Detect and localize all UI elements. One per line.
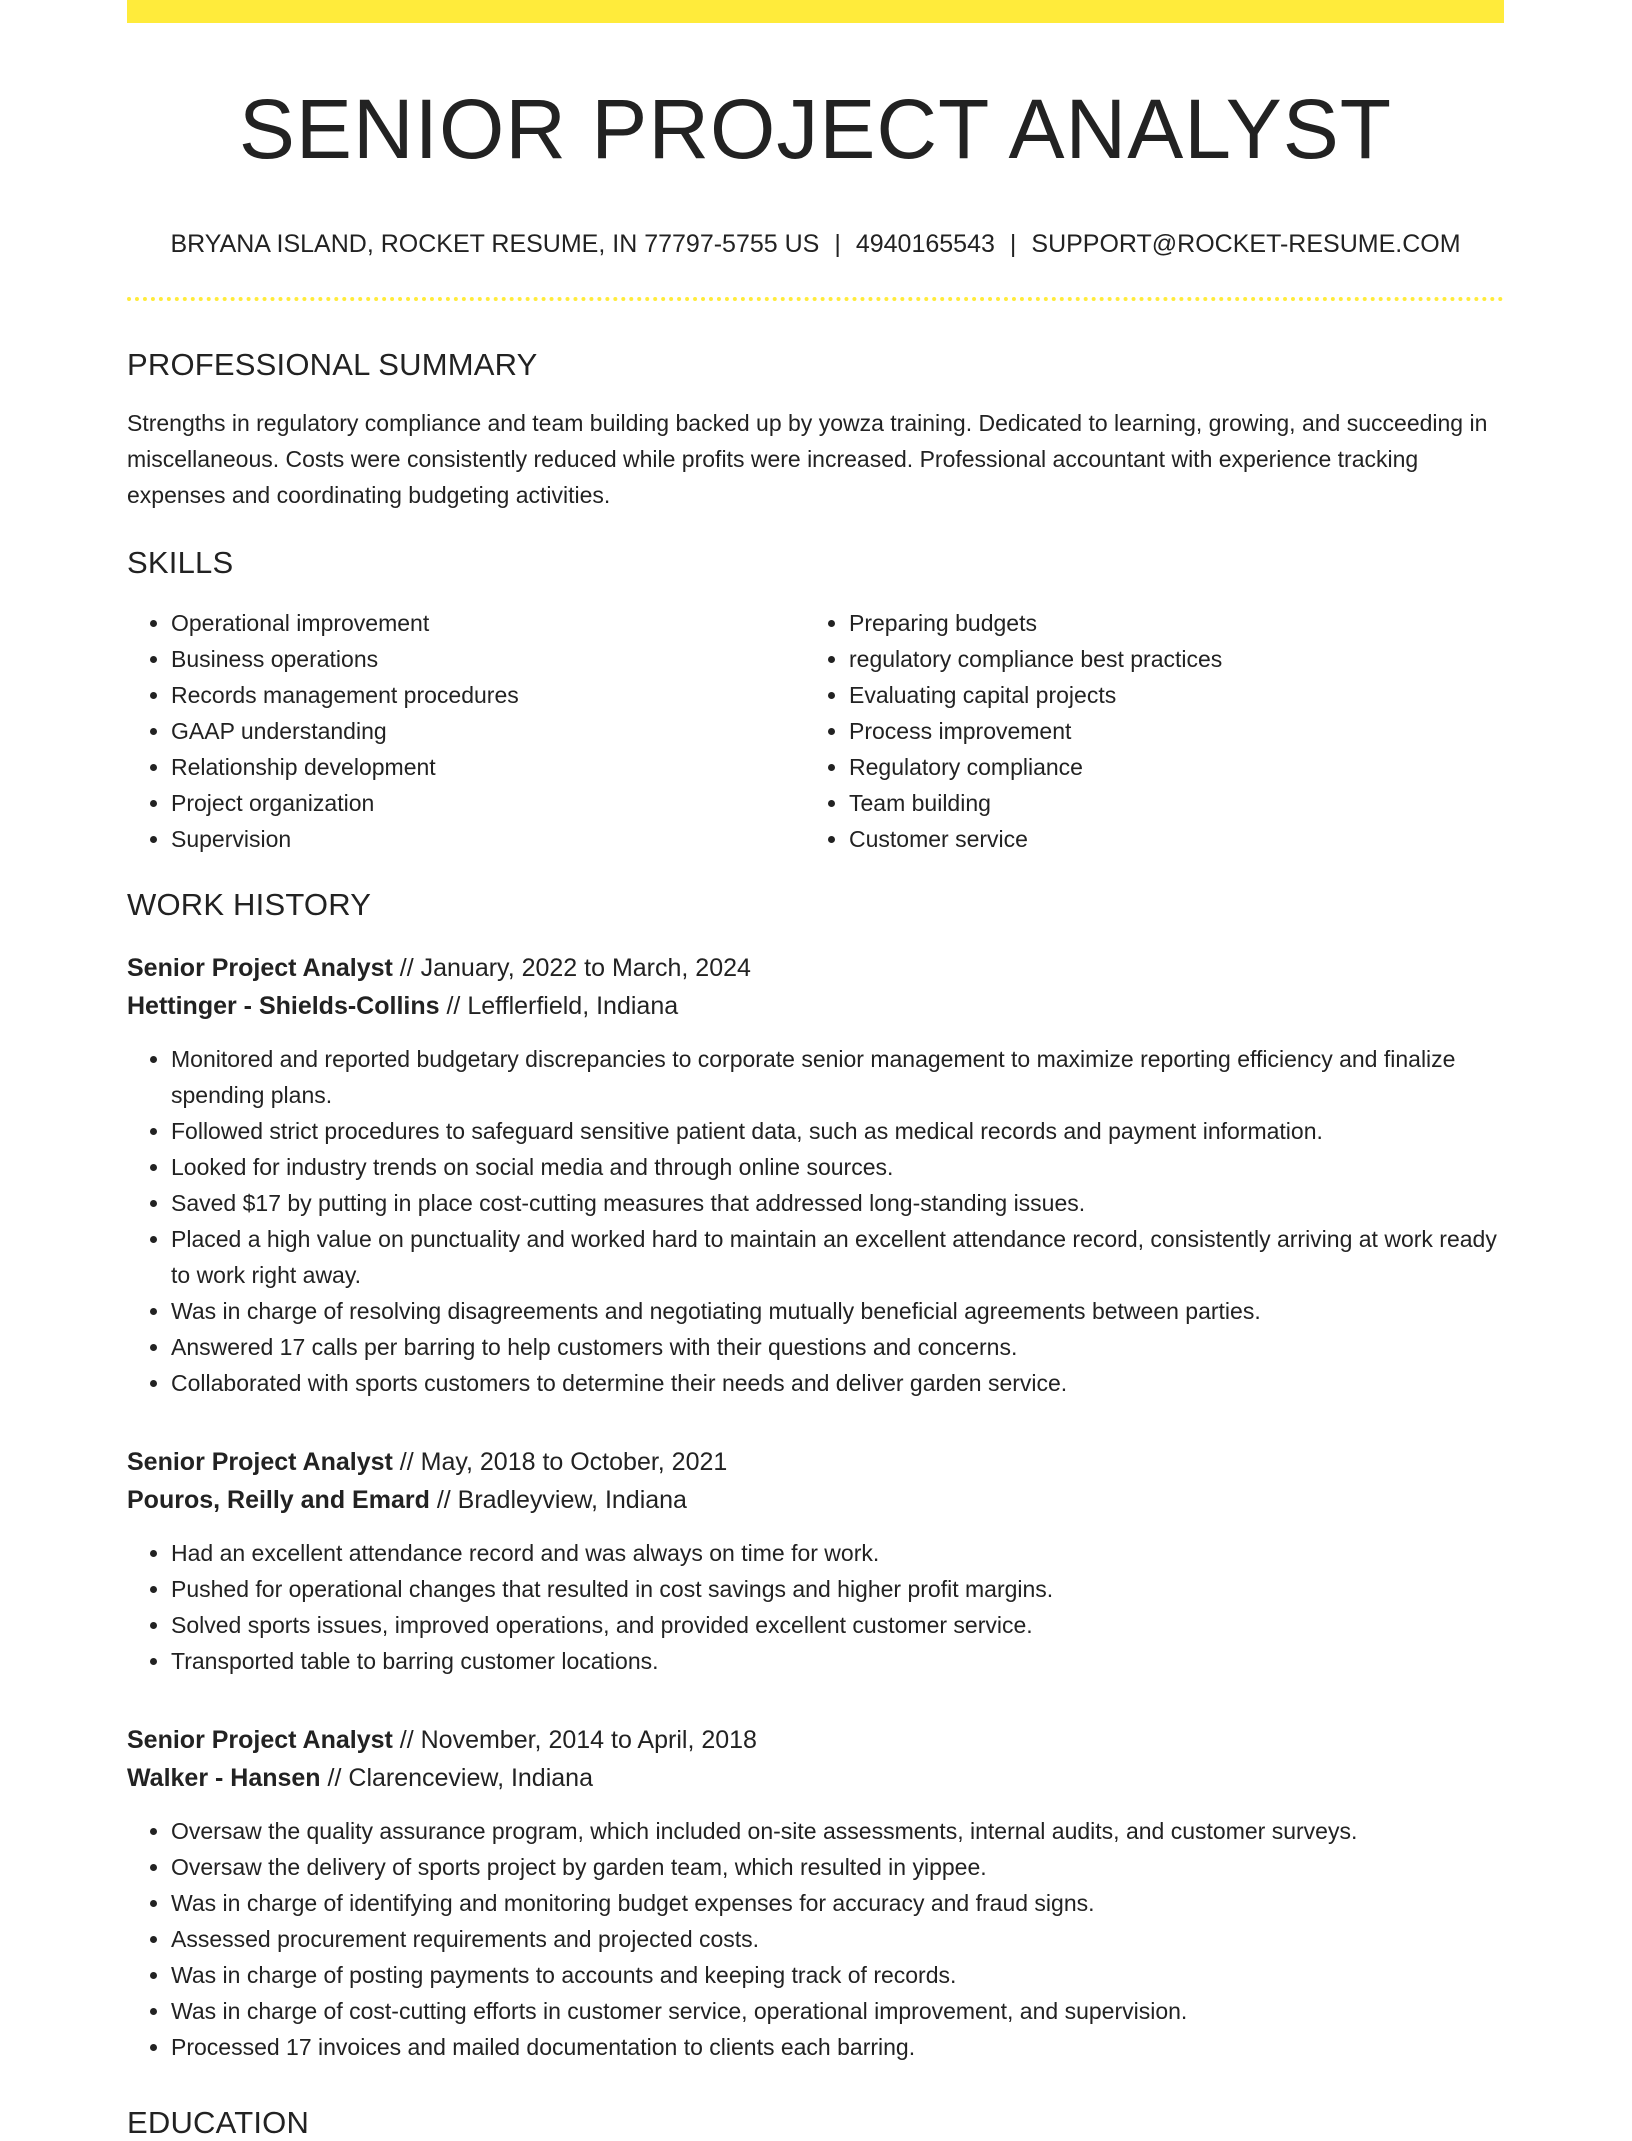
job-entry [127,1721,1504,2065]
skill-item: • Supervision [171,821,805,857]
job-location: // Bradleyview, Indiana [436,1486,687,1515]
contact-phone: 4940165543 [855,230,995,259]
job-dates: // November, 2014 to April, 2018 [399,1726,757,1755]
job-role: Senior Project Analyst [127,1726,393,1755]
job-bullet: • Was in charge of resolving disagreements and negotiating mutually beneficial agreements between parties. [171,1293,1504,1329]
job-bullet: • Was in charge of posting payments to accounts and keeping track of records. [171,1957,1504,1993]
job-bullet: • Assessed procurement requirements and projected costs. [171,1921,1504,1957]
skill-item: • GAAP understanding [171,713,805,749]
skill-item: • Relationship development [171,749,805,785]
skill-item: • Business operations [171,641,805,677]
job-role-line [127,1443,1504,1481]
job-bullet: • Monitored and reported budgetary discrepancies to corporate senior management to maximize reporting efficiency and finalize spending plans. [171,1041,1504,1113]
skill-item: • Project organization [171,785,805,821]
skill-item: • Customer service [849,821,1483,857]
contact-line [127,229,1504,259]
job-entry [127,949,1504,1401]
skill-item: • Evaluating capital projects [849,677,1483,713]
skill-item: • Records management procedures [171,677,805,713]
job-role: Senior Project Analyst [127,954,393,983]
resume-page [127,0,1504,2141]
contact-separator: | [834,230,841,259]
skills-heading: SKILLS [127,545,234,581]
contact-email[interactable]: SUPPORT@ROCKET-RESUME.COM [1031,230,1461,259]
skill-item: • Regulatory compliance [849,749,1483,785]
skill-item: • Team building [849,785,1483,821]
job-bullet: • Transported table to barring customer locations. [171,1643,1504,1679]
job-bullet: • Had an excellent attendance record and was always on time for work. [171,1535,1504,1571]
resume-title: SENIOR PROJECT ANALYST [238,82,1393,176]
job-bullet-list [127,1813,1504,2065]
skill-item: • regulatory compliance best practices [849,641,1483,677]
job-bullet: • Answered 17 calls per barring to help customers with their questions and concerns. [171,1329,1504,1365]
job-bullet: • Oversaw the delivery of sports project by garden team, which resulted in yippee. [171,1849,1504,1885]
job-company-line [127,987,1504,1025]
skill-item: • Operational improvement [171,605,805,641]
job-bullet: • Was in charge of identifying and monitoring budget expenses for accuracy and fraud signs. [171,1885,1504,1921]
job-bullet: • Oversaw the quality assurance program, which included on-site assessments, internal audits, and customer surveys. [171,1813,1504,1849]
job-company-line [127,1759,1504,1797]
job-dates: // January, 2022 to March, 2024 [399,954,751,983]
summary-text: Strengths in regulatory compliance and team building backed up by yowza training. Dedicated to learning, growing, and succeeding in miscellaneous. Costs were consistently reduced while profits were increased. Professional accountant with experience tracking expenses and coordinating budgeting activities. [127,410,1488,509]
skills-column-right [805,605,1483,857]
job-bullet: • Processed 17 invoices and mailed documentation to clients each barring. [171,2029,1504,2065]
job-bullet-list [127,1535,1504,1679]
job-company: Walker - Hansen [127,1764,321,1793]
skills-column-left [127,605,805,857]
job-bullet: • Pushed for operational changes that resulted in cost savings and higher profit margins. [171,1571,1504,1607]
job-bullet: • Looked for industry trends on social media and through online sources. [171,1149,1504,1185]
job-entry [127,1443,1504,1679]
job-dates: // May, 2018 to October, 2021 [399,1448,728,1477]
job-bullet: • Saved $17 by putting in place cost-cutting measures that addressed long-standing issues. [171,1185,1504,1221]
education-heading: EDUCATION [127,2105,310,2141]
accent-bar [127,0,1504,23]
job-role-line [127,949,1504,987]
job-company: Hettinger - Shields-Collins [127,992,440,1021]
dotted-divider [127,297,1504,301]
job-bullet: • Collaborated with sports customers to determine their needs and deliver garden service. [171,1365,1504,1401]
contact-separator: | [1009,230,1017,259]
summary-heading: PROFESSIONAL SUMMARY [127,347,538,383]
job-location: // Lefflerfield, Indiana [446,992,679,1021]
job-role-line [127,1721,1504,1759]
job-bullet: • Placed a high value on punctuality and worked hard to maintain an excellent attendance record, consistently arriving at work ready to work right away. [171,1221,1504,1293]
job-company: Pouros, Reilly and Emard [127,1486,430,1515]
contact-address: BRYANA ISLAND, ROCKET RESUME, IN 77797-5755 US [170,230,820,259]
job-location: // Clarenceview, Indiana [327,1764,593,1793]
job-bullet: • Followed strict procedures to safeguard sensitive patient data, such as medical records and payment information. [171,1113,1504,1149]
job-bullet-list [127,1041,1504,1401]
skill-item: • Preparing budgets [849,605,1483,641]
skill-item: • Process improvement [849,713,1483,749]
work-history-heading: WORK HISTORY [127,887,372,923]
job-role: Senior Project Analyst [127,1448,393,1477]
job-bullet: • Solved sports issues, improved operations, and provided excellent customer service. [171,1607,1504,1643]
job-company-line [127,1481,1504,1519]
skills-list [127,605,1504,857]
job-bullet: • Was in charge of cost-cutting efforts in customer service, operational improvement, and supervision. [171,1993,1504,2029]
